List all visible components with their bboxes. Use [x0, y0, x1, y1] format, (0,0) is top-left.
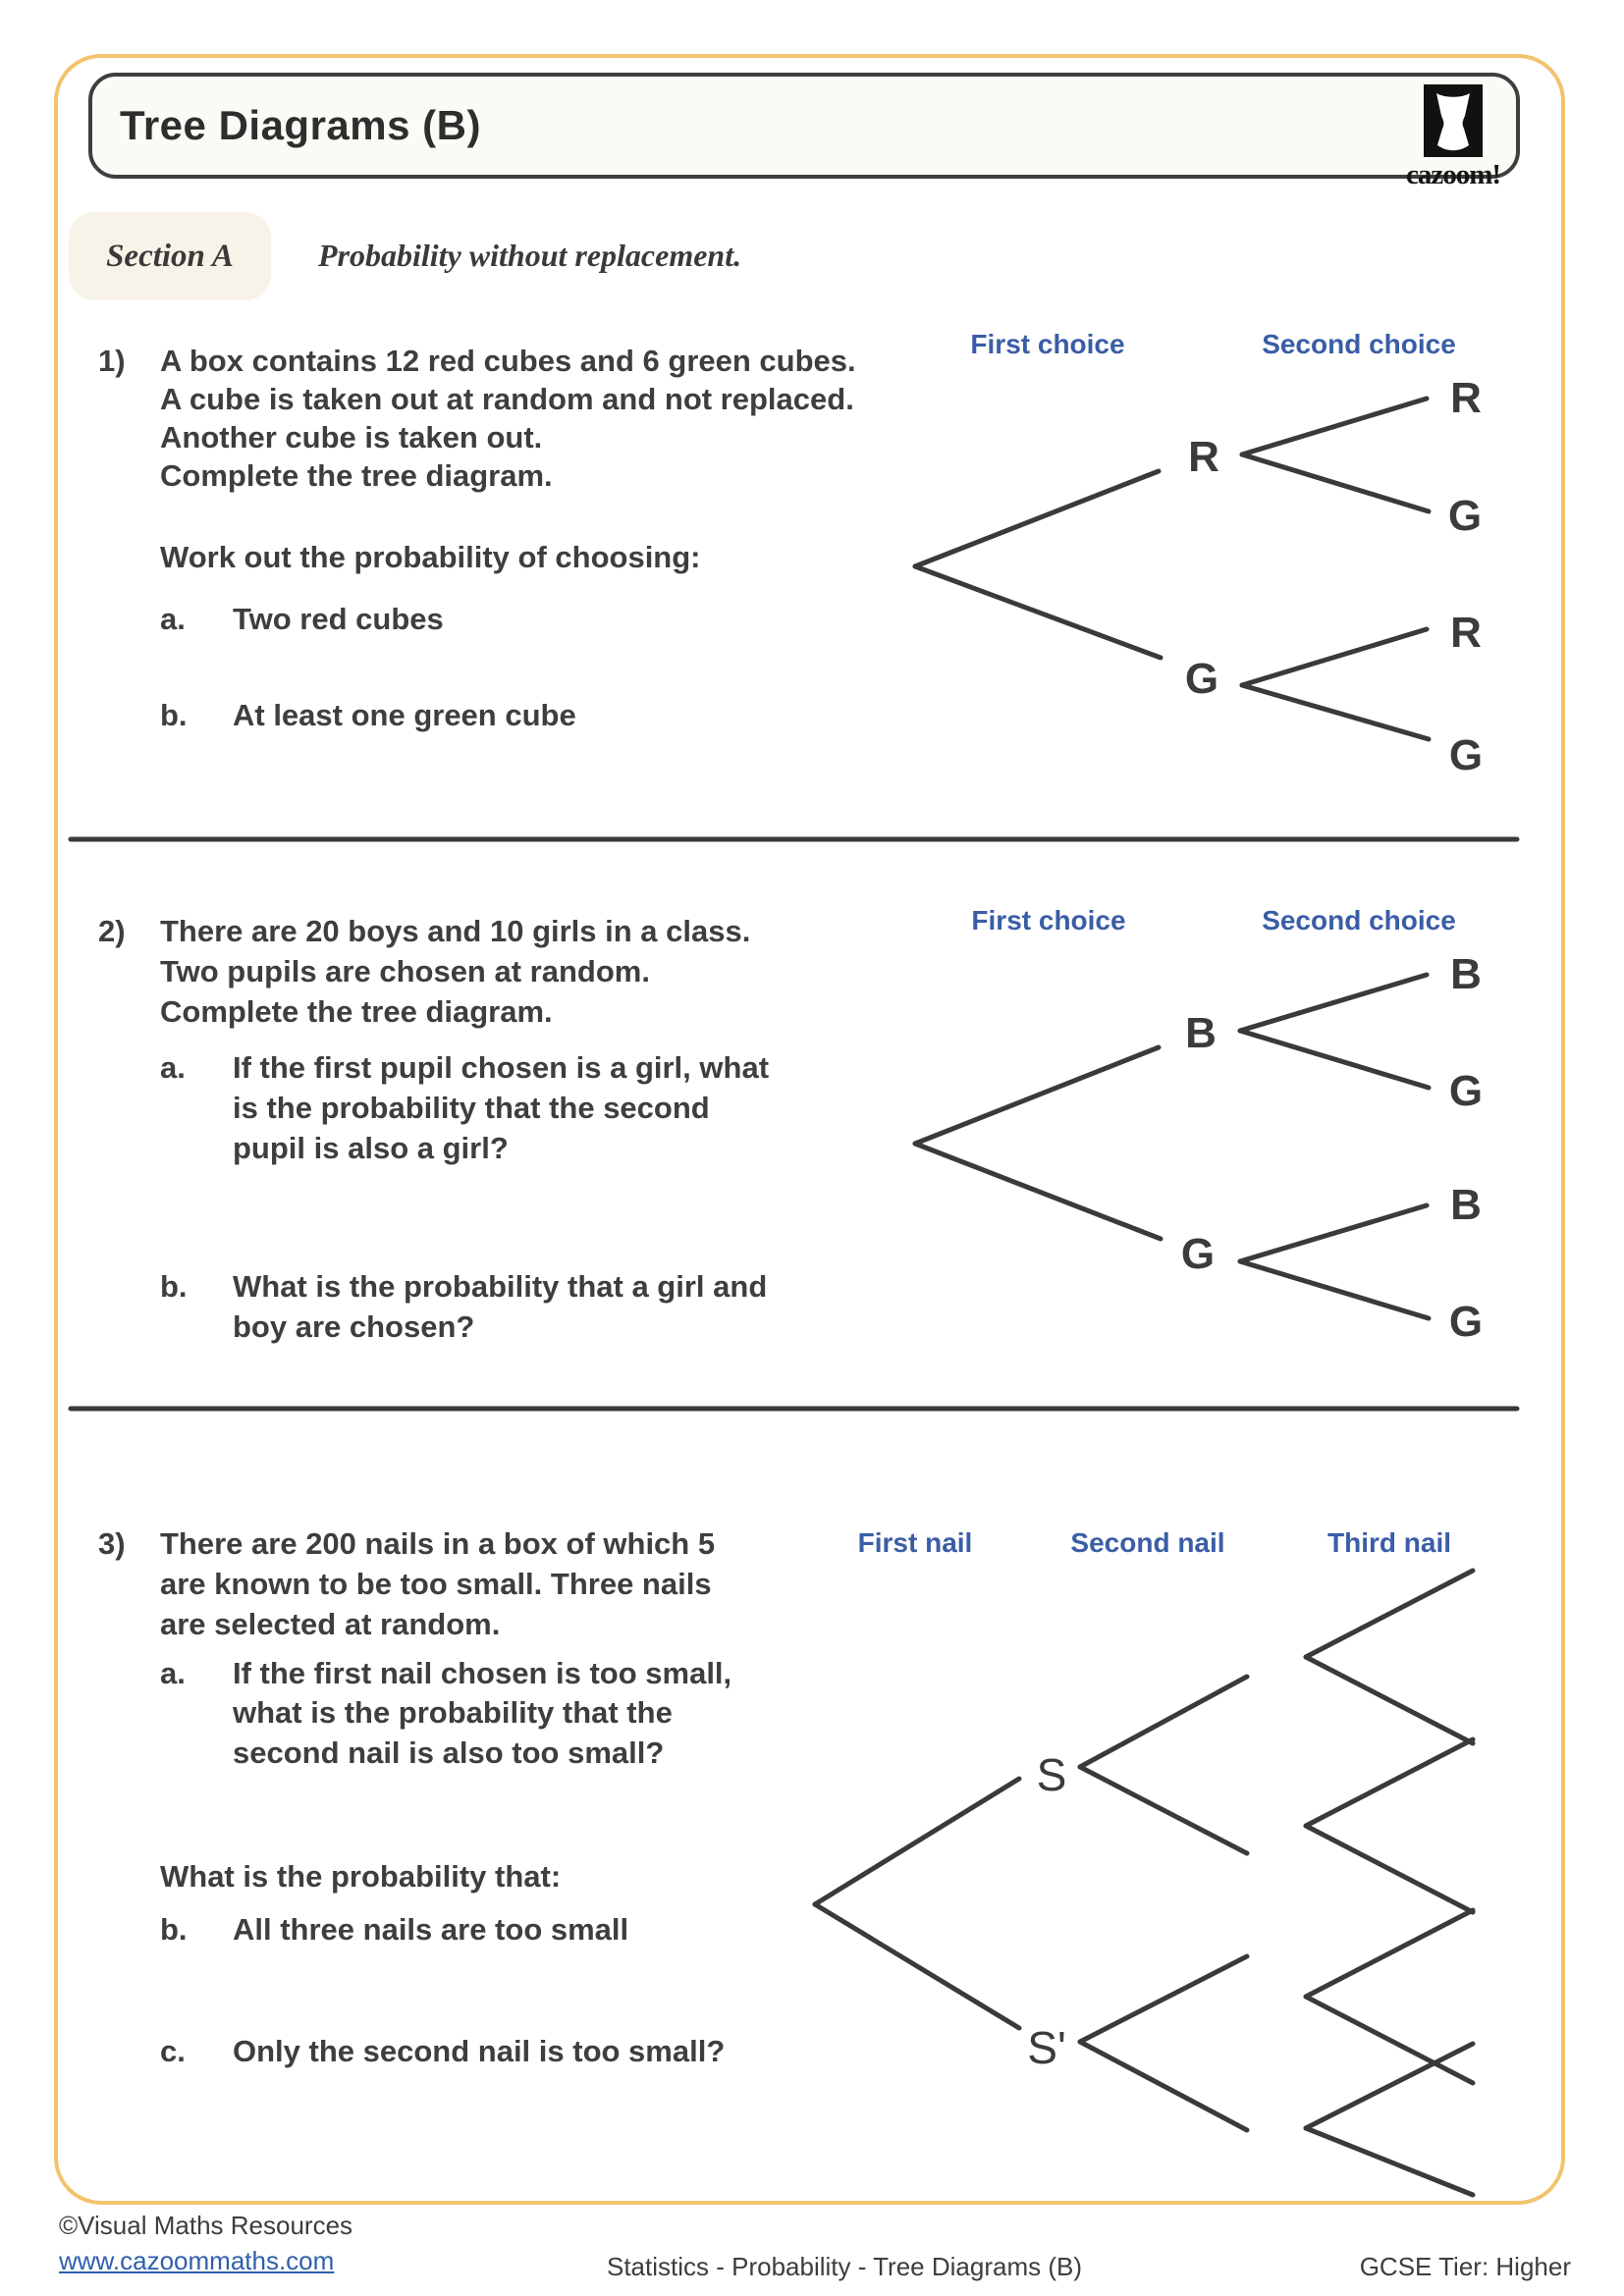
tree-1-cubes-node-label: G [1448, 731, 1484, 779]
drum-icon [1424, 84, 1483, 157]
footer-website-link[interactable]: www.cazoommaths.com [59, 2246, 335, 2275]
q3-part-c-text: Only the second nail is too small? [233, 2034, 726, 2068]
q2-part-a-text: is the probability that the second [233, 1091, 710, 1125]
q2-part-b-label: b. [160, 1269, 188, 1304]
q1-number: 1) [98, 344, 126, 378]
q3-intro-line: are selected at random. [160, 1607, 501, 1641]
tree-1-cubes-node-label: R [1450, 374, 1482, 422]
q1-part-a-text: Two red cubes [233, 602, 444, 636]
q3-part-c-label: c. [160, 2034, 186, 2068]
q3-part-b-text: All three nails are too small [233, 1912, 629, 1947]
tree-2-pupils-node-label: B [1185, 1009, 1217, 1057]
tree-1-cubes-node-label: G [1447, 492, 1483, 540]
tree-1-cubes-column-header: Second choice [1262, 329, 1456, 359]
tree-1-cubes-column-header: First choice [970, 329, 1125, 359]
q2-part-a-label: a. [160, 1050, 186, 1085]
q2-part-a-text: pupil is also a girl? [233, 1131, 509, 1165]
tree-2-pupils-node-label: G [1448, 1067, 1484, 1115]
cazoom-logo [1398, 84, 1508, 191]
tree-3-nails-node-label: S [1036, 1749, 1067, 1800]
logo-brand-text: cazoom! [1405, 159, 1501, 190]
q1-intro-line: A cube is taken out at random and not replaced. [160, 382, 854, 416]
q3-number: 3) [98, 1526, 126, 1561]
q2-part-b-text: What is the probability that a girl and [233, 1269, 768, 1304]
tree-2-pupils-column-header: Second choice [1262, 905, 1456, 935]
tree-3-nails-column-header: First nail [857, 1527, 973, 1558]
tree-3-nails-column-header: Third nail [1327, 1527, 1451, 1558]
title-box [88, 73, 1520, 179]
q3-prompt: What is the probability that: [160, 1859, 562, 1894]
tree-1-cubes-node-label: R [1450, 609, 1482, 657]
q2-intro-line: There are 20 boys and 10 girls in a class. [160, 914, 751, 948]
tree-3-nails-column-header: Second nail [1070, 1527, 1225, 1558]
footer-topic: Statistics - Probability - Tree Diagrams (B) [606, 2252, 1082, 2281]
q1-part-b-label: b. [160, 698, 188, 732]
q3-intro-line: are known to be too small. Three nails [160, 1567, 712, 1601]
q1-part-a-label: a. [160, 602, 186, 636]
q2-intro-line: Complete the tree diagram. [160, 994, 553, 1029]
q2-part-b-text: boy are chosen? [233, 1309, 475, 1344]
footer-tier: GCSE Tier: Higher [1359, 2252, 1571, 2281]
tree-2-pupils-column-header: First choice [971, 905, 1126, 935]
q2-intro-line: Two pupils are chosen at random. [160, 954, 650, 988]
tree-3-nails-node-label: S' [1027, 2022, 1066, 2073]
tree-2-pupils-node-label: B [1450, 1181, 1482, 1229]
tree-1-cubes-node-label: R [1188, 433, 1219, 481]
q1-intro-line: Another cube is taken out. [160, 420, 543, 454]
q3-part-b-label: b. [160, 1912, 188, 1947]
q3-part-a-text: second nail is also too small? [233, 1735, 665, 1770]
q3-intro-line: There are 200 nails in a box of which 5 [160, 1526, 716, 1561]
q1-prompt: Work out the probability of choosing: [160, 540, 701, 574]
q3-part-a-label: a. [160, 1656, 186, 1690]
tree-2-pupils-node-label: G [1448, 1298, 1484, 1346]
q2-part-a-text: If the first pupil chosen is a girl, what [233, 1050, 770, 1085]
q1-intro-line: Complete the tree diagram. [160, 458, 553, 493]
q2-number: 2) [98, 914, 126, 948]
section-subtitle: Probability without replacement. [318, 238, 742, 273]
q1-part-b-text: At least one green cube [233, 698, 576, 732]
tree-1-cubes-node-label: G [1184, 655, 1219, 703]
q3-part-a-text: If the first nail chosen is too small, [233, 1656, 732, 1690]
page-title: Tree Diagrams (B) [120, 102, 481, 148]
q1-intro-line: A box contains 12 red cubes and 6 green cubes. [160, 344, 856, 378]
tree-2-pupils-node-label: G [1180, 1230, 1216, 1278]
section-label: Section A [69, 212, 271, 300]
tree-2-pupils-node-label: B [1450, 950, 1482, 998]
footer-copyright: ©Visual Maths Resources [59, 2211, 353, 2240]
q3-part-a-text: what is the probability that the [233, 1695, 673, 1730]
